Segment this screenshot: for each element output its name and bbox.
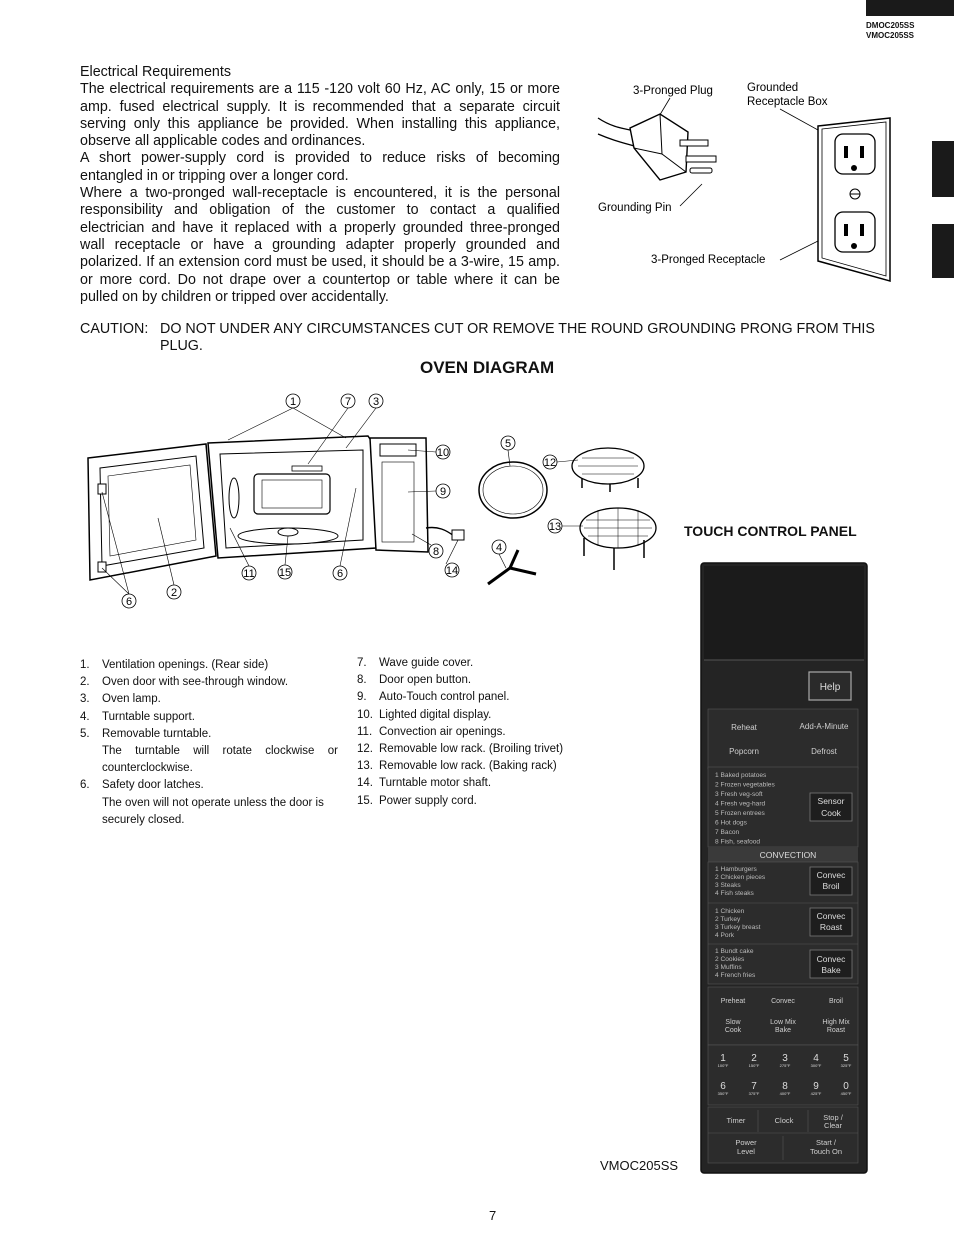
svg-text:300°F: 300°F [810,1063,822,1068]
callout: 8 [432,546,440,558]
power-level-button[interactable]: Level [737,1147,755,1156]
parts-list [357,655,607,810]
list-item: counterclockwise. [102,762,193,775]
low-mix-bake-button[interactable]: Bake [775,1027,791,1034]
caution-text: DO NOT UNDER ANY CIRCUMSTANCES CUT OR REMOVE THE ROUND GROUNDING PRONG FROM THIS PLUG. [160,321,875,354]
list-item: 6. Safety door latches. [80,779,204,792]
start-touch-on-button[interactable]: Start / [815,1138,837,1147]
svg-text:Convec: Convec [816,870,846,880]
svg-text:1 Bundt cake: 1 Bundt cake [715,948,754,955]
callout: 14 [445,565,459,577]
svg-text:7: 7 [751,1081,757,1092]
box-label: Grounded [747,82,799,94]
oven-diagram [78,388,678,618]
svg-text:5: 5 [843,1053,849,1064]
svg-text:4 Pork: 4 Pork [715,932,735,939]
box-label: Receptacle Box [747,96,828,108]
list-item: securely closed. [102,813,185,826]
svg-text:450°F: 450°F [840,1091,852,1096]
svg-text:Roast: Roast [819,922,843,932]
svg-text:4 Fish steaks: 4 Fish steaks [715,890,754,897]
callout: 9 [439,486,447,498]
list-item: 4. Turntable support. [80,710,195,723]
panel-model-caption: VMOC205SS [600,1158,679,1173]
clock-button[interactable]: Clock [774,1116,794,1125]
turntable-support [488,550,536,584]
svg-text:Help: Help [819,682,841,693]
convec-bake-button[interactable] [810,950,852,978]
add-a-minute-button[interactable]: Add-A-Minute [799,722,849,731]
electrical-requirements [80,64,560,306]
svg-text:425°F: 425°F [810,1091,822,1096]
svg-text:4 Fresh veg-hard: 4 Fresh veg-hard [715,800,766,808]
help-button[interactable] [809,672,851,700]
receptacle-label: 3-Pronged Receptacle [651,254,766,266]
low-mix-bake-button[interactable]: Low Mix [770,1019,796,1026]
list-item: The turntable will rotate clockwise or [102,744,338,757]
parts-list [80,657,338,829]
list-item: 15. Power supply cord. [357,794,477,807]
touch-control-panel [700,562,868,1174]
svg-text:3 Muffins: 3 Muffins [715,964,742,971]
svg-text:150°F: 150°F [748,1063,760,1068]
svg-text:275°F: 275°F [779,1063,791,1068]
header-bar [866,0,954,16]
slow-cook-button[interactable]: Cook [724,1027,742,1034]
list-item: 3. Oven lamp. [80,693,161,706]
svg-text:6 Hot dogs: 6 Hot dogs [715,819,747,827]
callout: 11 [243,568,255,580]
side-tab [932,141,954,197]
start-touch-on-button[interactable]: Touch On [809,1147,843,1156]
list-item: 11. Convection air openings. [357,725,506,738]
plug-label: 3-Pronged Plug [633,85,713,97]
electrical-heading: Electrical Requirements [80,64,231,80]
convection-label: CONVECTION [759,850,817,860]
svg-text:3 Fresh veg-soft: 3 Fresh veg-soft [715,791,763,798]
list-item: The oven will not operate unless the door is [102,796,324,809]
preheat-button[interactable]: Preheat [720,998,746,1005]
svg-text:Bake: Bake [821,965,841,975]
list-item: 13. Removable low rack. (Baking rack) [357,760,557,773]
callout: 7 [344,396,352,408]
stop-clear-button[interactable]: Clear [824,1121,842,1130]
pin-label: Grounding Pin [598,202,672,214]
list-item: 1. Ventilation openings. (Rear side) [80,659,269,671]
broil-button[interactable]: Broil [828,998,844,1005]
sensor-cook-button[interactable] [810,793,852,821]
slow-cook-button[interactable]: Slow [725,1019,741,1026]
svg-text:325°F: 325°F [840,1063,852,1068]
svg-text:4 French fries: 4 French fries [715,972,756,979]
side-tab [932,224,954,278]
high-mix-roast-button[interactable]: Roast [826,1027,846,1034]
electrical-paragraph: A short power-supply cord is provided to reduce risks of becoming entangled in or tripping over a longer cord. [80,150,560,184]
plug-diagram [590,76,900,286]
svg-text:4: 4 [813,1053,819,1064]
svg-text:8: 8 [782,1081,788,1092]
reheat-button[interactable]: Reheat [731,723,757,732]
oven-diagram-title: OVEN DIAGRAM [420,358,555,377]
list-item: 7. Wave guide cover. [357,657,474,669]
callout: 4 [495,542,503,554]
svg-text:375°F: 375°F [748,1091,760,1096]
electrical-paragraph: The electrical requirements are a 115 -120 volt 60 Hz, AC only, 15 or more amp. fused electrical supply. It is recommended that a separate circuit serving only this appliance be provided. When installing this appliance, observe all applicable codes and ordinances. [80,81,560,150]
svg-text:1 Chicken: 1 Chicken [715,908,745,915]
list-item: 8. Door open button. [357,674,472,687]
high-mix-roast-button[interactable]: High Mix [822,1019,850,1026]
svg-text:Sensor: Sensor [817,796,845,806]
power-level-button[interactable]: Power [735,1138,757,1147]
svg-text:3: 3 [782,1053,788,1064]
callout: 2 [170,587,178,599]
defrost-button[interactable]: Defrost [811,747,837,756]
list-item: 2. Oven door with see-through window. [80,676,289,689]
svg-text:2: 2 [751,1053,757,1064]
svg-text:Broil: Broil [822,881,840,891]
page-number: 7 [489,1208,497,1223]
caution-label: CAUTION: [80,321,149,337]
svg-text:8 Fish, seafood: 8 Fish, seafood [715,838,761,846]
list-item: 9. Auto-Touch control panel. [357,691,510,704]
svg-text:3 Steaks: 3 Steaks [715,882,741,889]
svg-text:2 Chicken pieces: 2 Chicken pieces [715,874,766,881]
convec-button[interactable]: Convec [771,998,795,1005]
callout: 12 [543,457,557,469]
svg-text:Convec: Convec [816,911,846,921]
list-item: 10. Lighted digital display. [357,708,492,721]
list-item: 14. Turntable motor shaft. [357,777,492,790]
svg-text:350°F: 350°F [717,1091,729,1096]
svg-text:100°F: 100°F [717,1063,729,1068]
callout: 1 [289,396,297,408]
timer-button[interactable]: Timer [726,1116,746,1125]
svg-text:1 Baked potatoes: 1 Baked potatoes [715,772,767,779]
model-number: DMOC205SS VMOC205SS [866,21,915,40]
popcorn-button[interactable]: Popcorn [729,747,759,756]
svg-text:400°F: 400°F [779,1091,791,1096]
svg-text:2 Turkey: 2 Turkey [715,916,741,923]
svg-text:Cook: Cook [821,808,841,818]
turntable [479,462,547,518]
list-item: 12. Removable low rack. (Broiling trivet) [357,742,564,755]
callout: 15 [278,567,292,579]
svg-text:0: 0 [843,1081,849,1092]
svg-text:7 Bacon: 7 Bacon [715,829,740,836]
callout: 13 [548,521,562,533]
list-item: 5. Removable turntable. [80,727,212,740]
svg-text:Convec: Convec [816,954,846,964]
callout: 6 [125,596,133,608]
svg-text:1 Hamburgers: 1 Hamburgers [715,866,757,873]
svg-text:2 Cookies: 2 Cookies [715,956,745,963]
stop-clear-button[interactable]: Stop / [823,1113,843,1122]
callout: 10 [436,447,450,459]
callout: 3 [372,396,380,408]
svg-text:9: 9 [813,1081,819,1092]
touch-control-panel-title: TOUCH CONTROL PANEL [684,523,857,539]
svg-text:2 Frozen vegetables: 2 Frozen vegetables [715,781,775,789]
svg-text:3 Turkey breast: 3 Turkey breast [715,924,761,931]
convec-roast-button[interactable] [810,908,852,936]
svg-text:6: 6 [720,1081,726,1092]
electrical-paragraph: Where a two-pronged wall-receptacle is encountered, it is the personal responsibility and obligation of the customer to contact a qualified electrician and have it replaced with a properly grounded three-pronged wall receptacle or have a grounding adapter properly grounded and polarized. If an extension cord must be used, it should be a 3-wire, 15 amp. or more cord. Do not drape over a countertop or table where it can be pulled on by children or tripped over accidentally. [80,185,560,305]
callout: 6 [336,568,344,580]
svg-text:1: 1 [720,1053,726,1064]
convec-broil-button[interactable] [810,867,852,895]
callout: 5 [504,438,512,450]
svg-text:5 Frozen entrees: 5 Frozen entrees [715,810,765,817]
